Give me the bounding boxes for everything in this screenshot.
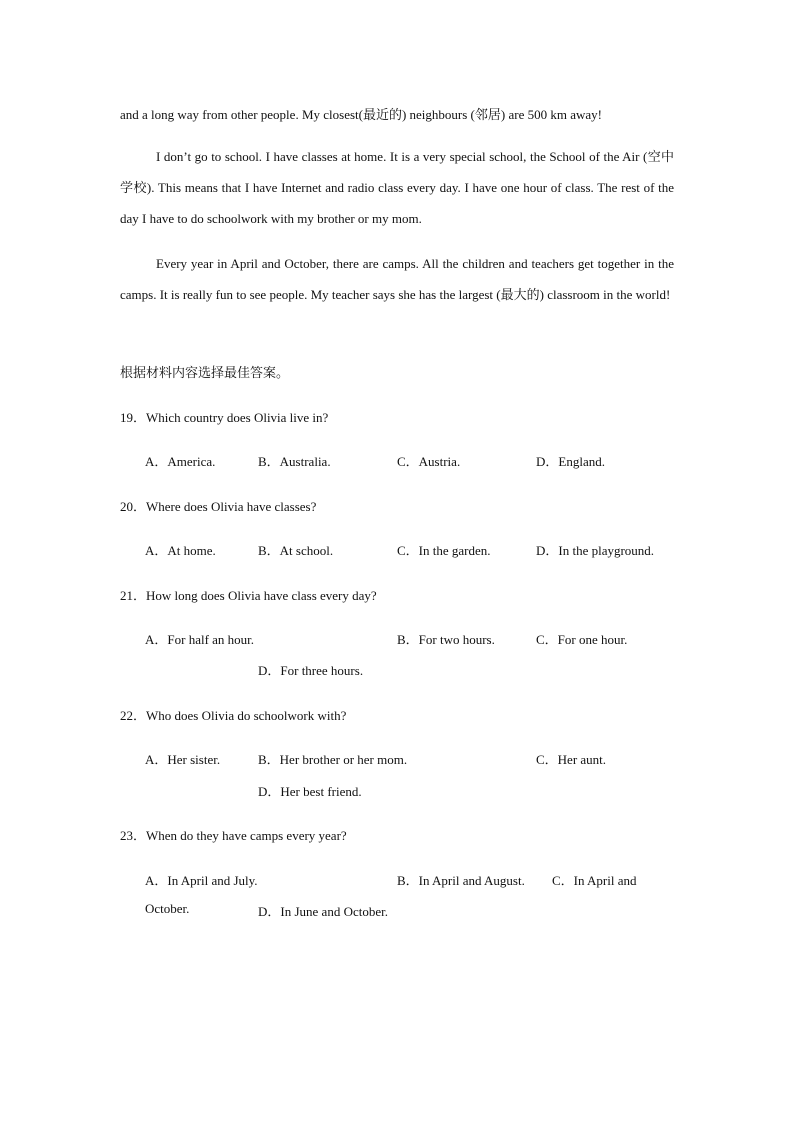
question-19-option-c[interactable]: C．Austria. — [397, 454, 461, 469]
question-20-option-b[interactable]: B．At school. — [258, 543, 334, 558]
paragraph-3-text: Every year in April and October, there are camps. All the children and teachers get together in the camps. It is really fun to see people. My teacher says she has the largest (最大的) classroom in the world! — [120, 256, 674, 302]
question-23-option-d[interactable]: D．In June and October. — [258, 904, 388, 919]
question-21-option-a[interactable]: A．For half an hour. — [145, 632, 255, 647]
question-22-stem: 22．Who does Olivia do schoolwork with? — [120, 708, 347, 723]
paragraph-2-text: I don’t go to school. I have classes at home. It is a very special school, the School of the Air (空中学校). This means that I have Internet and radio class every day. I have one hour of class. The rest of the day I have to do schoolwork with my brother or my mom. — [120, 149, 674, 226]
passage-paragraph-3 — [120, 248, 674, 310]
question-21-option-d[interactable]: D．For three hours. — [258, 663, 364, 678]
question-19-stem: 19．Which country does Olivia live in? — [120, 410, 329, 425]
question-23-option-a[interactable]: A．In April and July. — [145, 873, 258, 888]
passage-paragraph-2 — [120, 141, 674, 234]
question-22-option-b[interactable]: B．Her brother or her mom. — [258, 752, 408, 767]
question-23-option-b[interactable]: B．In April and August. — [397, 873, 525, 888]
question-22-option-c[interactable]: C．Her aunt. — [536, 752, 607, 767]
question-23-option-c-continued: October. — [145, 901, 190, 916]
question-21-option-c[interactable]: C．For one hour. — [536, 632, 628, 647]
instruction: 根据材料内容选择最佳答案。 — [120, 365, 290, 380]
question-19-option-a[interactable]: A．America. — [145, 454, 216, 469]
question-22-option-a[interactable]: A．Her sister. — [145, 752, 221, 767]
question-23-option-c[interactable]: C．In April and — [552, 873, 637, 888]
question-20-option-a[interactable]: A．At home. — [145, 543, 216, 558]
question-21-stem: 21．How long does Olivia have class every day? — [120, 588, 377, 603]
passage-line-1: and a long way from other people. My closest(最近的) neighbours (邻居) are 500 km away! — [120, 107, 602, 122]
question-23-stem: 23．When do they have camps every year? — [120, 828, 347, 843]
question-20-stem: 20．Where does Olivia have classes? — [120, 499, 317, 514]
question-19-option-d[interactable]: D．England. — [536, 454, 605, 469]
question-19-option-b[interactable]: B．Australia. — [258, 454, 331, 469]
question-22-option-d[interactable]: D．Her best friend. — [258, 784, 362, 799]
question-20-option-d[interactable]: D．In the playground. — [536, 543, 655, 558]
question-20-option-c[interactable]: C．In the garden. — [397, 543, 491, 558]
question-21-option-b[interactable]: B．For two hours. — [397, 632, 495, 647]
